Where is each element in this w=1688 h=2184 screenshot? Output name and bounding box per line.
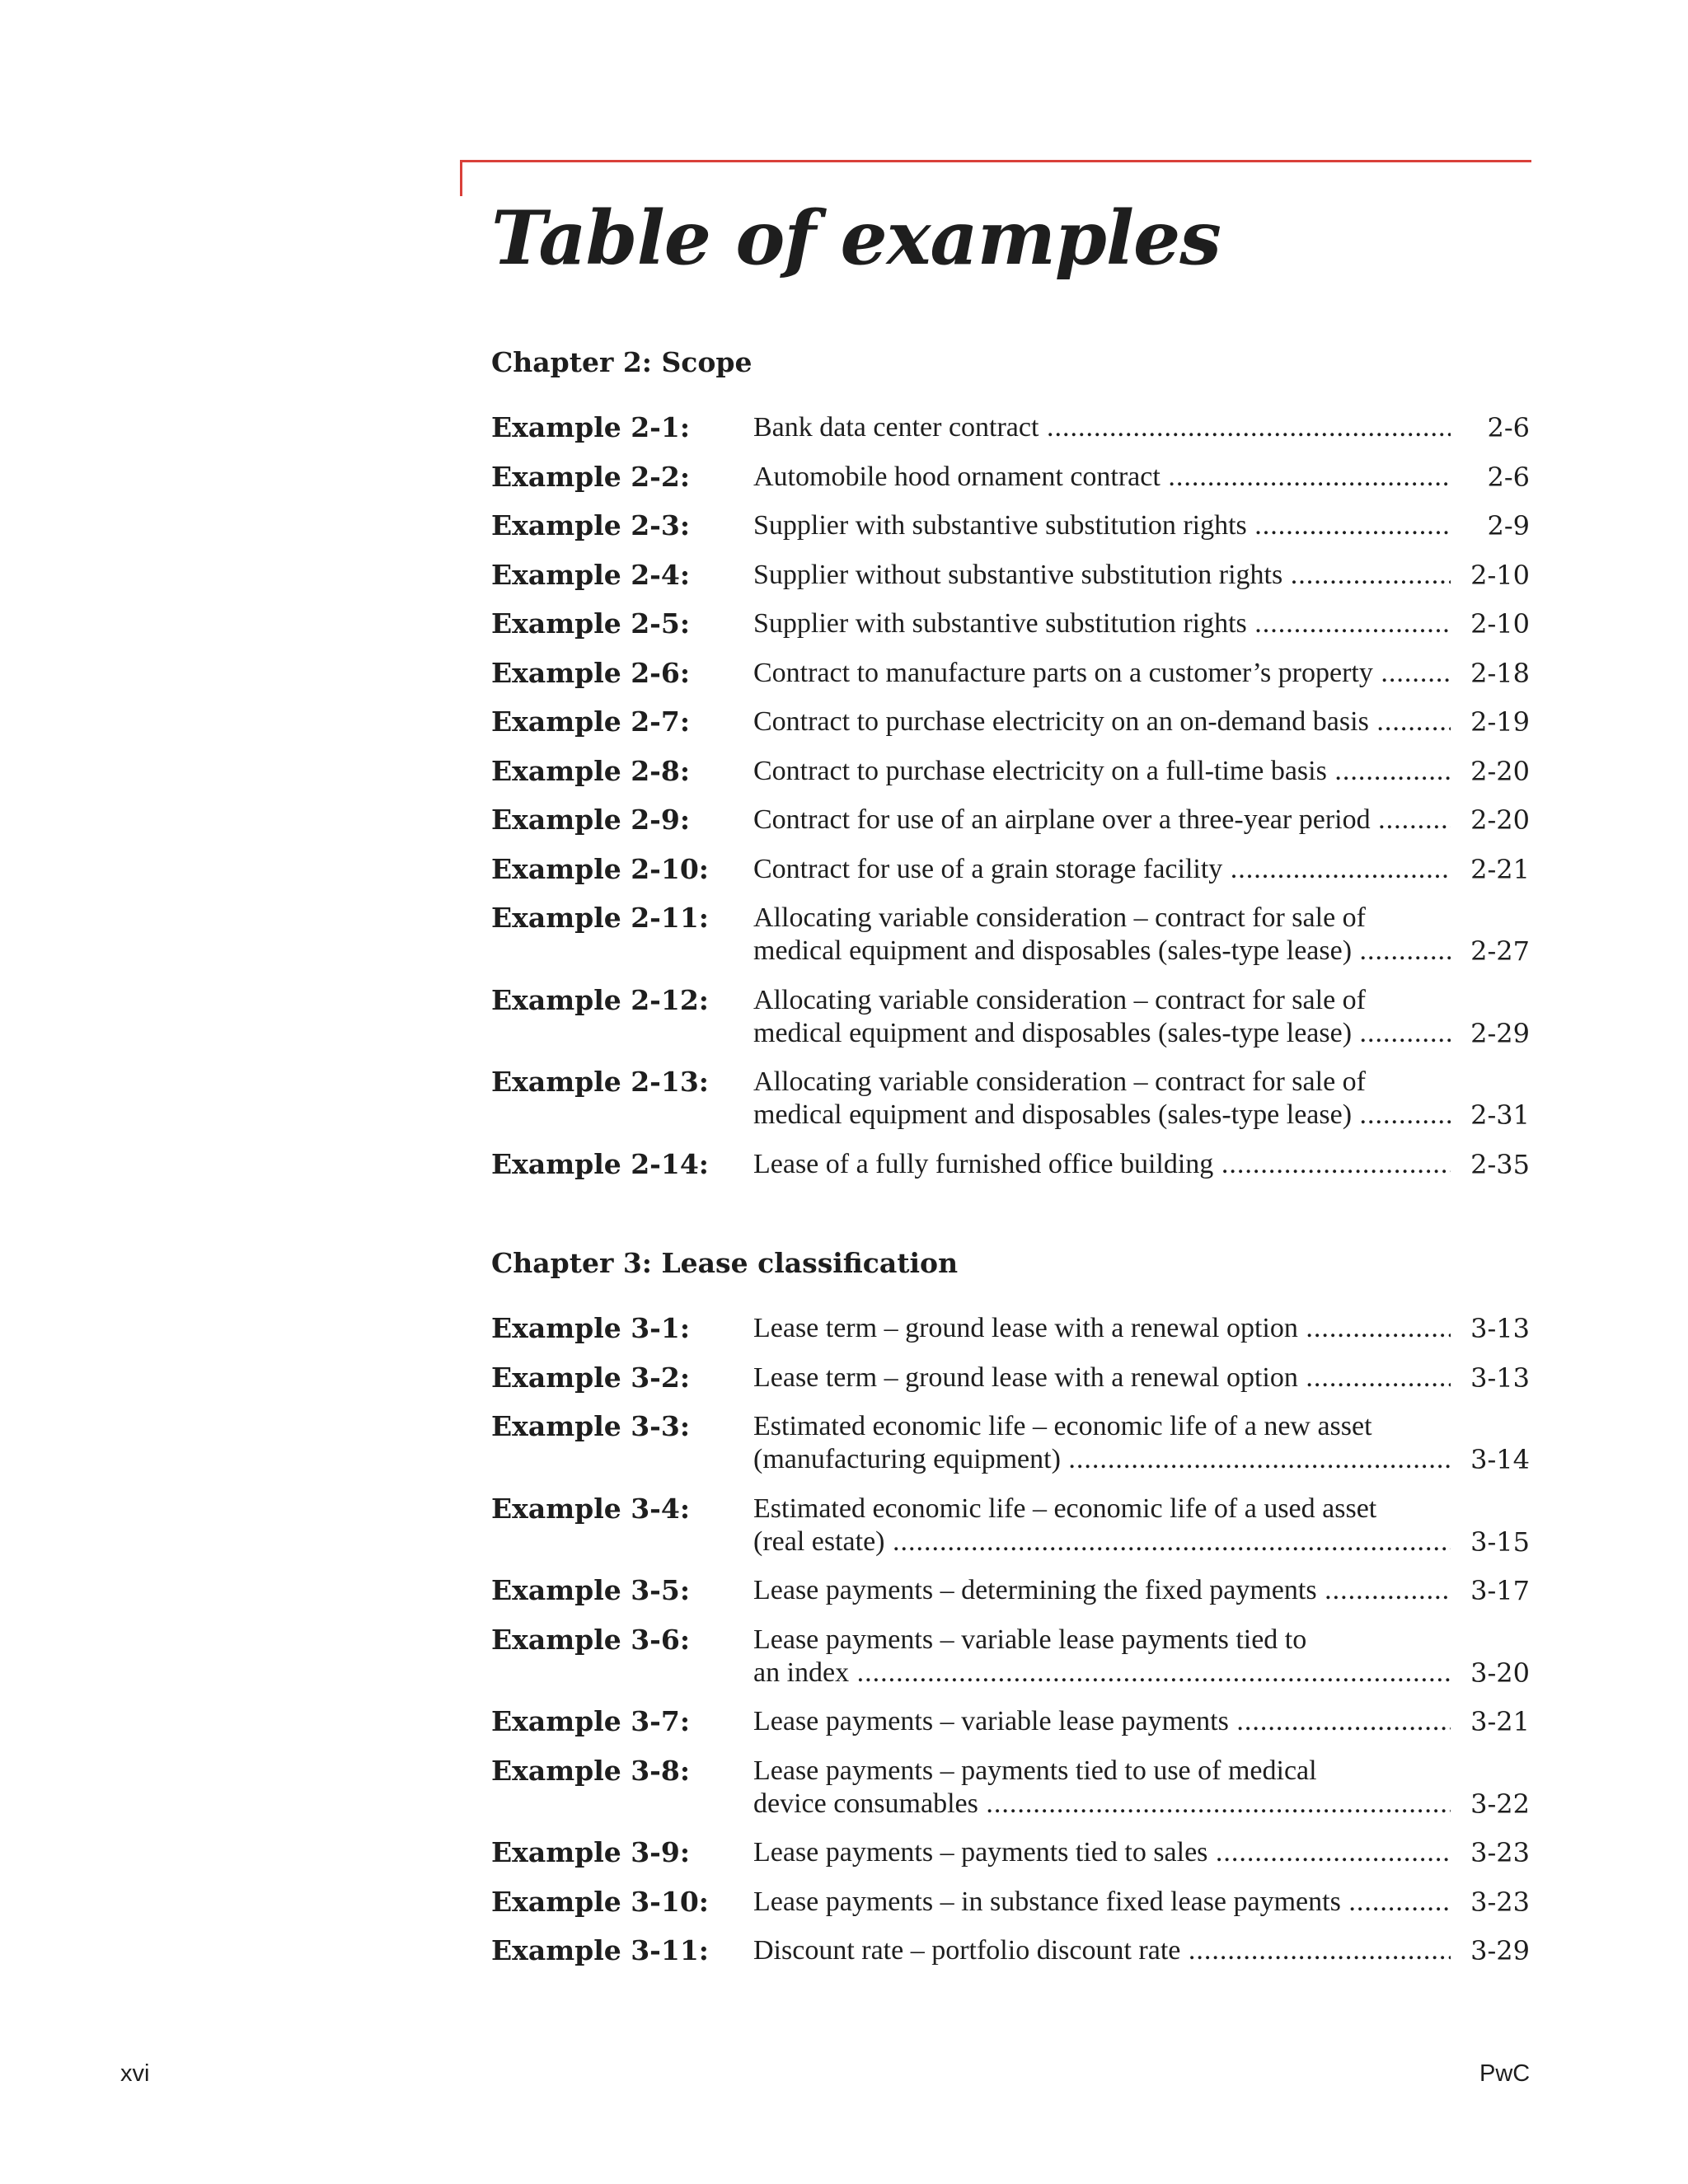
example-number: Example 2-5:: [491, 607, 691, 640]
toc-entry[interactable]: [491, 607, 1530, 640]
page-reference: 3-23: [1451, 1886, 1530, 1919]
page-reference: 3-21: [1451, 1705, 1530, 1738]
page-reference: 2-6: [1451, 461, 1530, 494]
example-title: [753, 411, 1451, 444]
example-title-line: Contract to manufacture parts on a customer’s property .....: [753, 657, 1451, 690]
example-number: Example 3-5:: [491, 1574, 691, 1606]
example-title: [753, 1410, 1451, 1476]
page-reference: 2-9: [1451, 509, 1530, 542]
example-title: [753, 1066, 1451, 1132]
page-reference: 2-27: [1451, 935, 1530, 968]
page-reference: 2-10: [1451, 607, 1530, 640]
example-number: Example 3-9:: [491, 1836, 691, 1868]
page-reference: 2-29: [1451, 1017, 1530, 1050]
example-title-line: Supplier with substantive substitution rights .....: [753, 607, 1451, 640]
example-title: [753, 1361, 1451, 1394]
example-title-line: Allocating variable consideration – contract for sale of: [753, 902, 1366, 933]
example-title-line: Automobile hood ornament contract .....: [753, 461, 1451, 494]
toc-entry[interactable]: [491, 1624, 1530, 1690]
example-title-line: (real estate) .....: [753, 1526, 1451, 1558]
example-number: Example 3-10:: [491, 1885, 709, 1918]
example-title-line: Estimated economic life – economic life of a used asset: [753, 1493, 1377, 1524]
toc-entry[interactable]: [491, 657, 1530, 690]
example-title-line: medical equipment and disposables (sales-type lease) .....: [753, 935, 1451, 968]
toc-entry[interactable]: [491, 461, 1530, 494]
example-title-line: an index .....: [753, 1657, 1451, 1690]
page-reference: 2-10: [1451, 559, 1530, 592]
example-number: Example 3-6:: [491, 1623, 691, 1656]
example-title: [753, 902, 1451, 968]
example-number: Example 2-3:: [491, 509, 691, 541]
example-title: [753, 1836, 1451, 1869]
example-title-line: Lease term – ground lease with a renewal option .....: [753, 1361, 1451, 1394]
example-title-line: Contract for use of a grain storage facility .....: [753, 853, 1451, 886]
example-title-line: Supplier with substantive substitution rights .....: [753, 509, 1451, 542]
header-rule-corner: [460, 160, 462, 196]
toc-entry[interactable]: [491, 1493, 1530, 1558]
toc-entry[interactable]: [491, 804, 1530, 837]
toc-entry[interactable]: [491, 1410, 1530, 1476]
example-title-line: Contract to purchase electricity on an on-demand basis .....: [753, 705, 1451, 738]
example-number: Example 2-14:: [491, 1147, 709, 1180]
toc-entry[interactable]: [491, 902, 1530, 968]
example-number: Example 2-9:: [491, 804, 691, 836]
example-title-line: Allocating variable consideration – contract for sale of: [753, 1066, 1366, 1097]
example-number: Example 2-2:: [491, 460, 691, 493]
toc-entry[interactable]: [491, 1886, 1530, 1919]
page-reference: 3-13: [1451, 1361, 1530, 1394]
toc-entry[interactable]: [491, 1361, 1530, 1394]
example-title-line: Lease payments – in substance fixed lease payments .....: [753, 1886, 1451, 1919]
page-reference: 3-23: [1451, 1836, 1530, 1869]
page-reference: 3-20: [1451, 1657, 1530, 1690]
example-number: Example 2-12:: [491, 983, 709, 1016]
example-title-line: (manufacturing equipment) .....: [753, 1443, 1451, 1476]
example-title-line: Lease of a fully furnished office building .....: [753, 1148, 1451, 1181]
example-title: [753, 1493, 1451, 1558]
toc-entry[interactable]: [491, 1148, 1530, 1181]
page-reference: 2-18: [1451, 657, 1530, 690]
chapter-heading: Chapter 2: Scope: [491, 346, 753, 378]
toc-entry[interactable]: [491, 1836, 1530, 1869]
example-title-line: device consumables .....: [753, 1788, 1451, 1821]
example-number: Example 3-2:: [491, 1361, 691, 1394]
example-title-line: Lease payments – payments tied to sales .....: [753, 1836, 1451, 1869]
page-number: xvi: [120, 2060, 150, 2087]
toc-entry[interactable]: [491, 984, 1530, 1050]
example-title-line: Supplier without substantive substitution rights .....: [753, 559, 1451, 592]
example-title-line: Lease payments – payments tied to use of medical: [753, 1755, 1317, 1786]
example-title: [753, 1148, 1451, 1181]
page-reference: 2-19: [1451, 705, 1530, 738]
example-title: [753, 1574, 1451, 1607]
page-reference: 2-35: [1451, 1148, 1530, 1181]
example-title: [753, 984, 1451, 1050]
example-number: Example 3-4:: [491, 1492, 691, 1525]
example-title-line: Allocating variable consideration – contract for sale of: [753, 984, 1366, 1015]
example-title-line: Lease payments – variable lease payments .....: [753, 1705, 1451, 1738]
example-title: [753, 705, 1451, 738]
page-reference: 3-22: [1451, 1788, 1530, 1821]
page-reference: 3-13: [1451, 1312, 1530, 1345]
page-reference: 2-21: [1451, 853, 1530, 886]
publisher-name: PwC: [1479, 2060, 1531, 2087]
chapter-heading: Chapter 3: Lease classification: [491, 1247, 959, 1279]
page-reference: 2-31: [1451, 1099, 1530, 1132]
toc-entry[interactable]: [491, 1705, 1530, 1738]
example-number: Example 3-3:: [491, 1410, 691, 1442]
example-number: Example 3-1:: [491, 1312, 691, 1344]
toc-entry[interactable]: [491, 705, 1530, 738]
example-title-line: Lease payments – variable lease payments tied to: [753, 1624, 1307, 1655]
example-title-line: medical equipment and disposables (sales-type lease) .....: [753, 1099, 1451, 1132]
toc-entry[interactable]: [491, 1755, 1530, 1821]
page-reference: 3-15: [1451, 1526, 1530, 1558]
example-title: [753, 755, 1451, 788]
example-title: [753, 1934, 1451, 1967]
example-title: [753, 559, 1451, 592]
toc-entry[interactable]: [491, 1312, 1530, 1345]
toc-entry[interactable]: [491, 559, 1530, 592]
page-title: Table of examples: [491, 194, 1221, 282]
example-title: [753, 853, 1451, 886]
example-title-line: medical equipment and disposables (sales-type lease) .....: [753, 1017, 1451, 1050]
example-number: Example 2-8:: [491, 754, 691, 787]
example-number: Example 2-4:: [491, 558, 691, 591]
example-number: Example 3-11:: [491, 1934, 709, 1966]
toc-entry[interactable]: [491, 1066, 1530, 1132]
example-title: [753, 607, 1451, 640]
example-title: [753, 1886, 1451, 1919]
example-title-line: Lease term – ground lease with a renewal option .....: [753, 1312, 1451, 1345]
toc-entry[interactable]: [491, 755, 1530, 788]
example-number: Example 2-13:: [491, 1066, 709, 1098]
example-number: Example 2-6:: [491, 656, 691, 689]
example-title: [753, 1755, 1451, 1821]
example-number: Example 2-7:: [491, 705, 691, 738]
example-title: [753, 657, 1451, 690]
page-reference: 2-6: [1451, 411, 1530, 444]
toc-entry[interactable]: [491, 853, 1530, 886]
example-title-line: Contract for use of an airplane over a three-year period .....: [753, 804, 1451, 837]
example-number: Example 2-10:: [491, 852, 709, 885]
page-reference: 3-14: [1451, 1443, 1530, 1476]
toc-entry[interactable]: [491, 411, 1530, 444]
example-number: Example 3-7:: [491, 1705, 691, 1737]
toc-entry[interactable]: [491, 509, 1530, 542]
example-number: Example 3-8:: [491, 1754, 691, 1787]
example-title: [753, 1624, 1451, 1690]
example-title-line: Discount rate – portfolio discount rate .....: [753, 1934, 1451, 1967]
example-number: Example 2-1:: [491, 411, 691, 443]
example-title-line: Lease payments – determining the fixed payments .....: [753, 1574, 1451, 1607]
page-reference: 2-20: [1451, 755, 1530, 788]
page-reference: 3-29: [1451, 1934, 1530, 1967]
example-title-line: Bank data center contract .....: [753, 411, 1451, 444]
toc-entry[interactable]: [491, 1934, 1530, 1967]
toc-entry[interactable]: [491, 1574, 1530, 1607]
example-title: [753, 1705, 1451, 1738]
example-title-line: Estimated economic life – economic life of a new asset: [753, 1411, 1372, 1441]
example-title-line: Contract to purchase electricity on a full-time basis .....: [753, 755, 1451, 788]
example-title: [753, 461, 1451, 494]
example-title: [753, 509, 1451, 542]
example-title: [753, 1312, 1451, 1345]
header-rule: [460, 160, 1531, 162]
example-number: Example 2-11:: [491, 902, 709, 934]
page-reference: 3-17: [1451, 1574, 1530, 1607]
page-reference: 2-20: [1451, 804, 1530, 837]
example-title: [753, 804, 1451, 837]
